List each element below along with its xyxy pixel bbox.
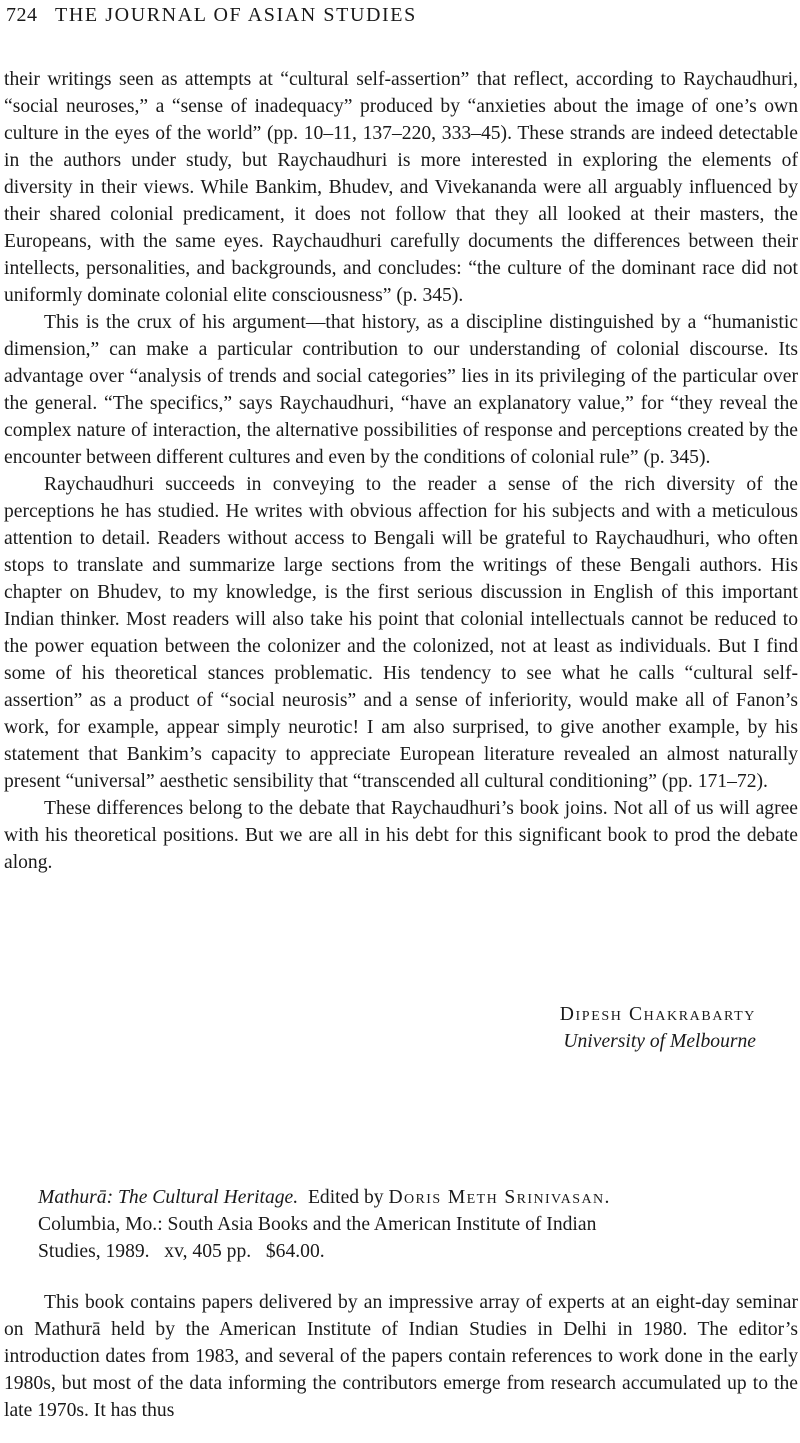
reviewer-affiliation: University of Melbourne [563,1031,756,1052]
reviewer-name: Dipesh Chakrabarty [559,1004,756,1025]
citation-line-1 [38,1184,758,1211]
running-head [6,4,417,27]
second-review-body [4,1289,798,1424]
edited-by-label: Edited by [307,1187,384,1208]
journal-title: THE JOURNAL OF ASIAN STUDIES [55,4,417,26]
book-title: Mathurā: The Cultural Heritage. [38,1187,299,1208]
second-review-paragraph-1: This book contains papers delivered by an impressive array of experts at an eight-day seminar on Mathurā held by the American Institute of Indian Studies in Delhi in 1980. The editor’s introduction dates from 1983, and several of the papers contain references to work done in the early 1980s, but most of the data informing the contributors emerge from research accumulated up to the late 1970s. It has thus [4,1292,798,1421]
review-paragraph-2: This is the crux of his argument—that history, as a discipline distinguished by a “humanistic dimension,” can make a particular contribution to our understanding of colonial discourse. Its advantage over “analysis of trends and social categories” lies in its privileging of the particular over the general. “The specifics,” says Raychaudhuri, “have an explanatory value,” for “they reveal the complex nature of interaction, the alternative possibilities of response and perceptions created by the encounter between different cultures and even by the conditions of colonial rule” (p. 345). [4,312,798,468]
review-paragraph-4: These differences belong to the debate that Raychaudhuri’s book joins. Not all of us will agree with his theoretical positions. But we are all in his debt for this significant book to prod the debate along. [4,798,798,873]
book-editor: Doris Meth Srinivasan [388,1187,605,1208]
review-paragraph-1: their writings seen as attempts at “cultural self-assertion” that reflect, according to Raychaudhuri, “social neuroses,” a “sense of inadequacy” produced by “anxieties about the image of one’s own culture in the eyes of the world” (pp. 10–11, 137–220, 333–45). These strands are indeed detectable in the authors under study, but Raychaudhuri is more interested in exploring the elements of diversity in their views. While Bankim, Bhudev, and Vivekananda were all arguably influenced by their shared colonial predicament, it does not follow that they all looked at their masters, the Europeans, with the same eyes. Raychaudhuri carefully documents the differences between their intellects, personalities, and backgrounds, and concludes: “the culture of the dominant race did not uniformly dominate colonial elite consciousness” (p. 345). [4,69,798,306]
citation-line-3: Studies, 1989. xv, 405 pp. $64.00. [38,1241,325,1262]
review-paragraph-3: Raychaudhuri succeeds in conveying to the reader a sense of the rich diversity of the perceptions he has studied. He writes with obvious affection for his subjects and with a meticulous attention to detail. Readers without access to Bengali will be grateful to Raychaudhuri, who often stops to translate and summarize large sections from the writings of these Bengali authors. His chapter on Bhudev, to my knowledge, is the first serious discussion in English of this important Indian thinker. Most readers will also take his point that colonial intellectuals cannot be reduced to the power equation between the colonizer and the colonized, not at least as individuals. But I find some of his theoretical stances problematic. His tendency to see what he calls “cultural self-assertion” as a product of “social neurosis” and a sense of inferiority, would make all of Fanon’s work, for example, appear simply neurotic! I am also surprised, to give another example, by his statement that Bankim’s capacity to appreciate European literature revealed an almost naturally present “universal” aesthetic sensibility that “transcended all cultural conditioning” (pp. 171–72). [4,474,798,792]
review-body [4,66,798,876]
page-number: 724 [6,4,38,26]
citation-line-2: Columbia, Mo.: South Asia Books and the American Institute of Indian [38,1214,597,1235]
editor-period: . [604,1187,610,1208]
reviewer-signature [560,1001,756,1055]
book-citation [38,1184,758,1265]
